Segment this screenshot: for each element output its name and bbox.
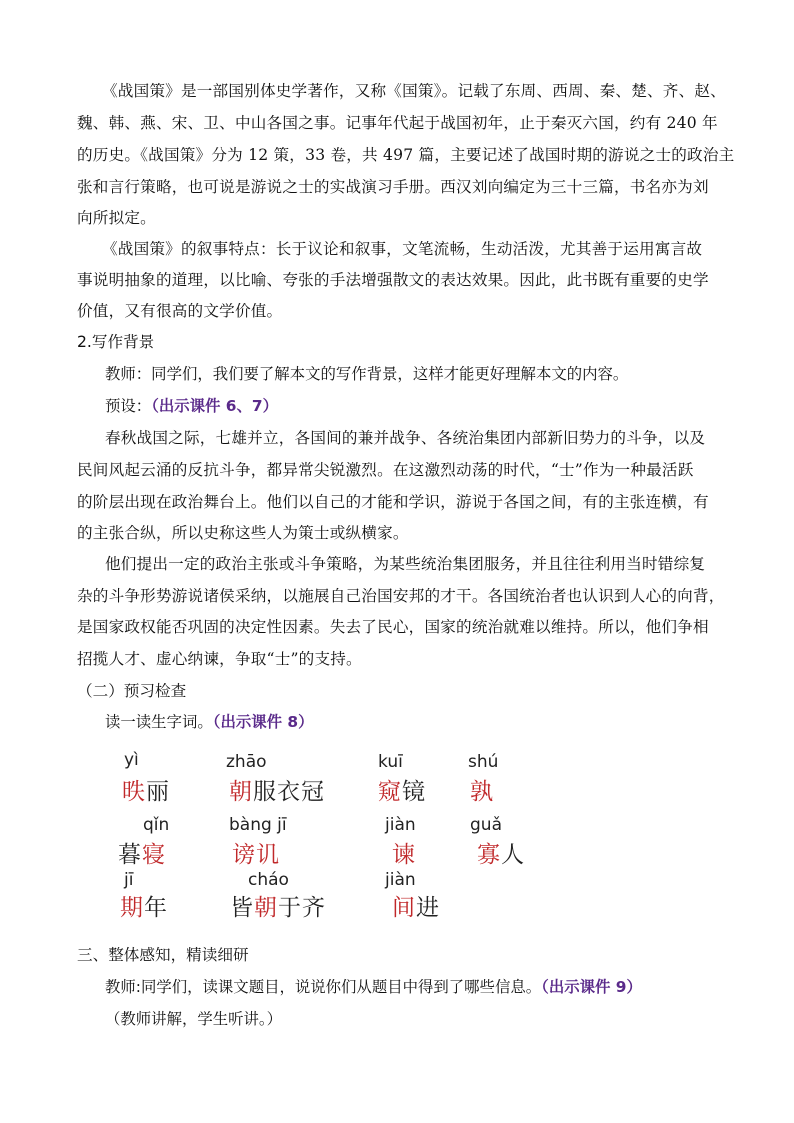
background-line: 是国家政权能否巩固的决定性因素。失去了民心，国家的统治就难以维持。所以，他们争相 [77,618,709,636]
vocab-word: 窥镜 [378,779,426,805]
preview-instruction [105,711,313,733]
background-line: 的阶层出现在政治舞台上。他们以自己的才能和学识，游说于各国之间，有的主张连横，有 [77,493,709,511]
courseware-ref: （出示课件 6、7） [151,397,278,415]
intro-line: 的历史。《战国策》分为 12 策，33 卷，共 497 篇，主要记述了战国时期的游说之士的政治主 [77,146,735,164]
vocab-word: 谤讥 [232,842,280,868]
vocab-word: 孰 [470,779,494,805]
intro-line: 事说明抽象的道理，以比喻、夸张的手法增强散文的表达效果。因此，此书既有重要的史学 [77,271,709,289]
pinyin: yì [124,750,139,770]
intro-line: 张和言行策略，也可说是游说之士的实战演习手册。西汉刘向编定为三十三篇，书名亦为刘 [77,178,709,196]
pinyin: kuī [378,752,403,772]
section-heading: （二）预习检查 [77,682,187,700]
preset-label: 预设： [105,397,152,415]
intro-line: 向所拟定。 [77,209,156,227]
vocab-word: 谏 [392,842,416,868]
section-heading: 2.写作背景 [77,333,155,351]
note-line: （教师讲解，学生听讲。） [105,1010,282,1028]
intro-line: 价值，又有很高的文学价值。 [77,302,283,320]
vocab-word: 昳丽 [122,779,170,805]
pinyin: guǎ [470,815,502,835]
background-line: 的主张合纵，所以史称这些人为策士或纵横家。 [77,524,409,542]
intro-line: 《战国策》是一部国别体史学著作，又称《国策》。记载了东周、西周、秦、楚、齐、赵、 [102,82,726,100]
intro-line: 《战国策》的叙事特点：长于议论和叙事，文笔流畅，生动活泼，尤其善于运用寓言故 [102,240,703,258]
pinyin: jiàn [385,815,416,835]
background-line: 民间风起云涌的反抗斗争，都异常尖锐激烈。在这激烈动荡的时代，“士”作为一种最活跃 [77,461,694,479]
background-line: 招揽人才、虚心纳谏，争取“士”的支持。 [77,650,362,668]
teacher-text: 教师:同学们，读课文题目，说说你们从题目中得到了哪些信息。 [105,978,542,996]
instruction-text: 读一读生字词。 [105,713,213,731]
pinyin: qǐn [143,815,170,835]
courseware-ref: （出示课件 9） [541,978,642,996]
vocab-word: 间进 [392,895,440,921]
vocab-word: 期年 [120,895,168,921]
pinyin: cháo [248,870,289,890]
pinyin: shú [468,752,499,772]
preset-line [105,395,278,417]
vocab-word: 暮寝 [118,842,166,868]
section-heading: 三、整体感知，精读细研 [77,946,249,964]
intro-line: 魏、韩、燕、宋、卫、中山各国之事。记事年代起于战国初年，止于秦灭六国，约有 240 年 [77,114,718,132]
teacher-line [105,976,642,998]
background-line: 春秋战国之际，七雄并立，各国间的兼并战争、各统治集团内部新旧势力的斗争，以及 [105,429,706,447]
background-line: 他们提出一定的政治主张或斗争策略，为某些统治集团服务，并且往往利用当时错综复 [105,555,706,573]
teacher-line: 教师：同学们，我们要了解本文的写作背景，这样才能更好理解本文的内容。 [105,365,629,383]
vocab-word: 寡人 [477,842,525,868]
pinyin: bàng jī [229,815,287,835]
pinyin: jiàn [385,870,416,890]
pinyin: jī [124,870,134,890]
vocab-word: 朝服衣冠 [229,779,325,805]
background-line: 杂的斗争形势游说诸侯采纳，以施展自己治国安邦的才干。各国统治者也认识到人心的向背， [77,587,725,605]
courseware-ref: （出示课件 8） [212,713,314,731]
pinyin: zhāo [226,752,267,772]
vocab-word: 皆朝于齐 [230,895,326,921]
